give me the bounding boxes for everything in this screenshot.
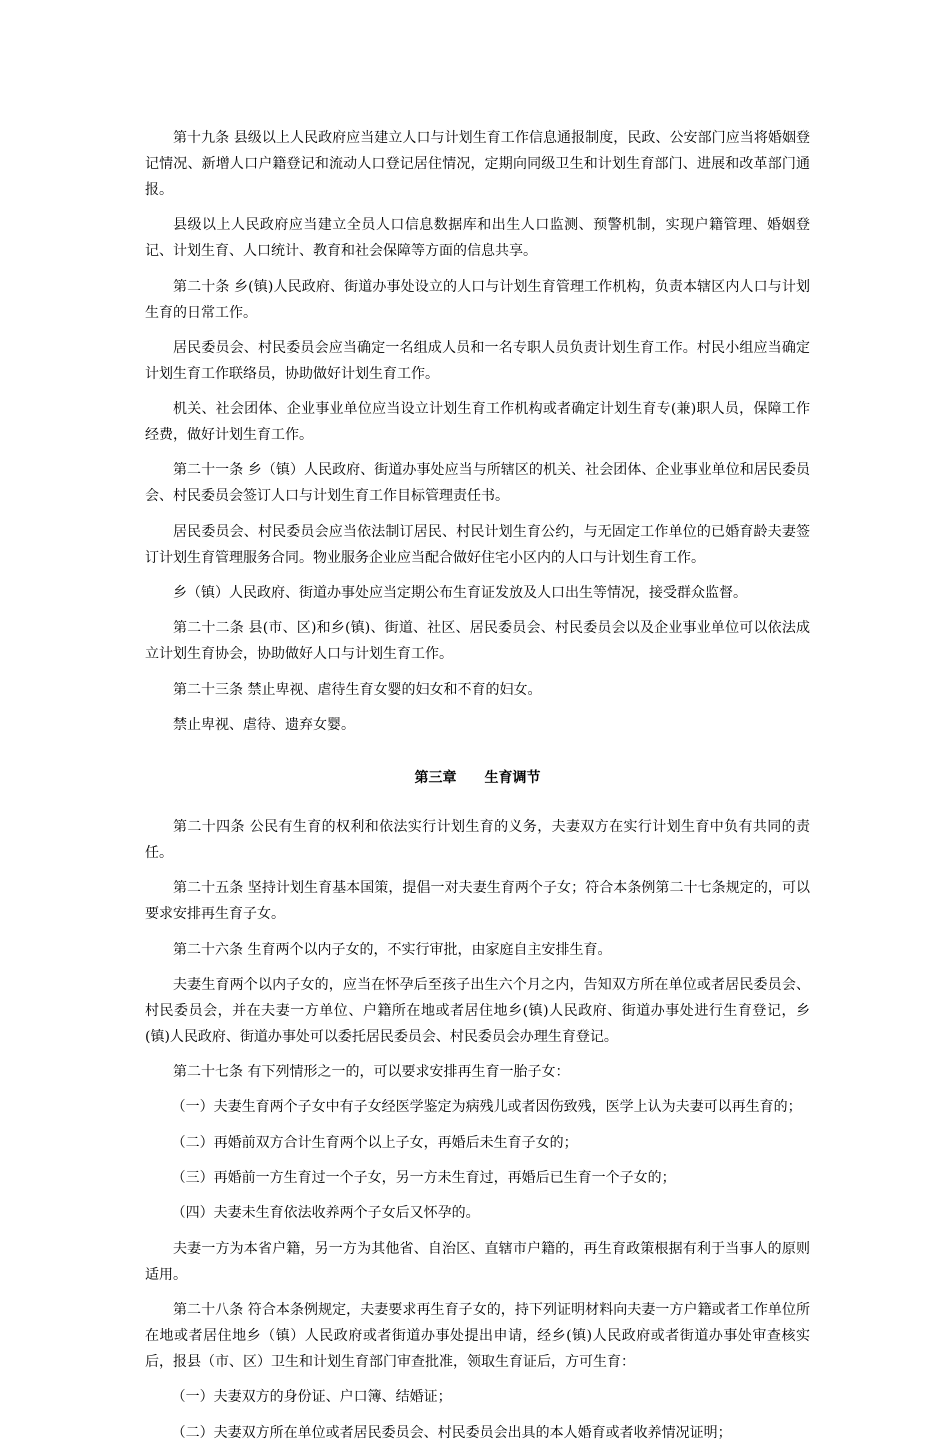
article-23-paragraph: 第二十三条 禁止卑视、虐待生育女婴的妇女和不育的妇女。 [173,681,542,698]
article-28-item-2: （二）夫妻双方所在单位或者居民委员会、村民委员会出具的本人婚育或者收养情况证明； [171,1424,732,1441]
article-27-item-3: （三）再婚前一方生育过一个子女，另一方未生育过，再婚后已生育一个子女的； [171,1170,676,1187]
article-26-paragraph-2: 夫妻生育两个以内子女的，应当在怀孕后至孩子出生六个月之内，告知双方所在单位或者居民委员会、村民委员会，并在夫妻一方单位、户籍所在地或者居住地乡(镇)人民政府、街道办事处进行生育登记，乡(镇)人民政府、街道办事处可以委托居民委员会、村民委员会办理生育登记。 [145,976,810,1045]
article-27-paragraph: 第二十七条 有下列情形之一的，可以要求安排再生育一胎子女： [173,1064,570,1081]
article-25-paragraph: 第二十五条 坚持计划生育基本国策，提倡一对夫妻生育两个子女；符合本条例第二十七条规定的，可以要求安排再生育子女。 [145,880,810,923]
document-body [145,125,810,1455]
article-24-paragraph: 第二十四条 公民有生育的权利和依法实行计划生育的义务，夫妻双方在实行计划生育中负有共同的责任。 [145,818,810,861]
article-21-paragraph-2: 居民委员会、村民委员会应当依法制订居民、村民计划生育公约，与无固定工作单位的已婚育龄夫妻签订计划生育管理服务合同。物业服务企业应当配合做好住宅小区内的人口与计划生育工作。 [145,523,810,566]
article-27-item-2: （二）再婚前双方合计生育两个以上子女，再婚后未生育子女的； [171,1134,578,1151]
article-20-paragraph-3: 机关、社会团体、企业事业单位应当设立计划生育工作机构或者确定计划生育专(兼)职人员，保障工作经费，做好计划生育工作。 [145,401,810,444]
chapter-title: 生育调节 [484,769,541,786]
article-22-paragraph: 第二十二条 县(市、区)和乡(镇)、街道、社区、居民委员会、村民委员会以及企业事业单位可以依法成立计划生育协会，协助做好人口与计划生育工作。 [145,620,810,663]
article-27-paragraph-2: 夫妻一方为本省户籍，另一方为其他省、自治区、直辖市户籍的，再生育政策根据有利于当事人的原则适用。 [145,1240,810,1283]
article-19-paragraph-2: 县级以上人民政府应当建立全员人口信息数据库和出生人口监测、预警机制，实现户籍管理、婚姻登记、计划生育、人口统计、教育和社会保障等方面的信息共享。 [145,217,810,260]
article-26-paragraph: 第二十六条 生育两个以内子女的，不实行审批，由家庭自主安排生育。 [173,941,612,958]
article-20-paragraph: 第二十条 乡(镇)人民政府、街道办事处设立的人口与计划生育管理工作机构，负责本辖区内人口与计划生育的日常工作。 [145,278,810,321]
article-21-paragraph: 第二十一条 乡（镇）人民政府、街道办事处应当与所辖区的机关、社会团体、企业事业单位和居民委员会、村民委员会签订人口与计划生育工作目标管理责任书。 [145,462,810,505]
article-27-item-4: （四）夫妻未生育依法收养两个子女后又怀孕的。 [171,1205,480,1222]
article-23-paragraph-2: 禁止卑视、虐待、遗弃女婴。 [173,716,355,733]
article-28-item-1: （一）夫妻双方的身份证、户口簿、结婚证； [171,1389,452,1406]
article-28-paragraph: 第二十八条 符合本条例规定，夫妻要求再生育子女的，持下列证明材料向夫妻一方户籍或者工作单位所在地或者居住地乡（镇）人民政府或者街道办事处提出申请，经乡(镇)人民政府或者街道办事处审查核实后，报县（市、区）卫生和计划生育部门审查批准，领取生育证后，方可生育： [145,1301,810,1370]
article-19-paragraph: 第十九条 县级以上人民政府应当建立人口与计划生育工作信息通报制度，民政、公安部门应当将婚姻登记情况、新增人口户籍登记和流动人口登记居住情况，定期向同级卫生和计划生育部门、进展和改革部门通报。 [145,130,810,198]
chapter-number: 第三章 [414,769,457,786]
chapter-heading [145,765,810,791]
article-20-paragraph-2: 居民委员会、村民委员会应当确定一名组成人员和一名专职人员负责计划生育工作。村民小组应当确定计划生育工作联络员，协助做好计划生育工作。 [145,339,810,382]
article-21-paragraph-3: 乡（镇）人民政府、街道办事处应当定期公布生育证发放及人口出生等情况，接受群众监督。 [173,585,747,602]
article-27-item-1: （一）夫妻生育两个子女中有子女经医学鉴定为病残儿或者因伤致残，医学上认为夫妻可以再生育的； [171,1099,802,1116]
